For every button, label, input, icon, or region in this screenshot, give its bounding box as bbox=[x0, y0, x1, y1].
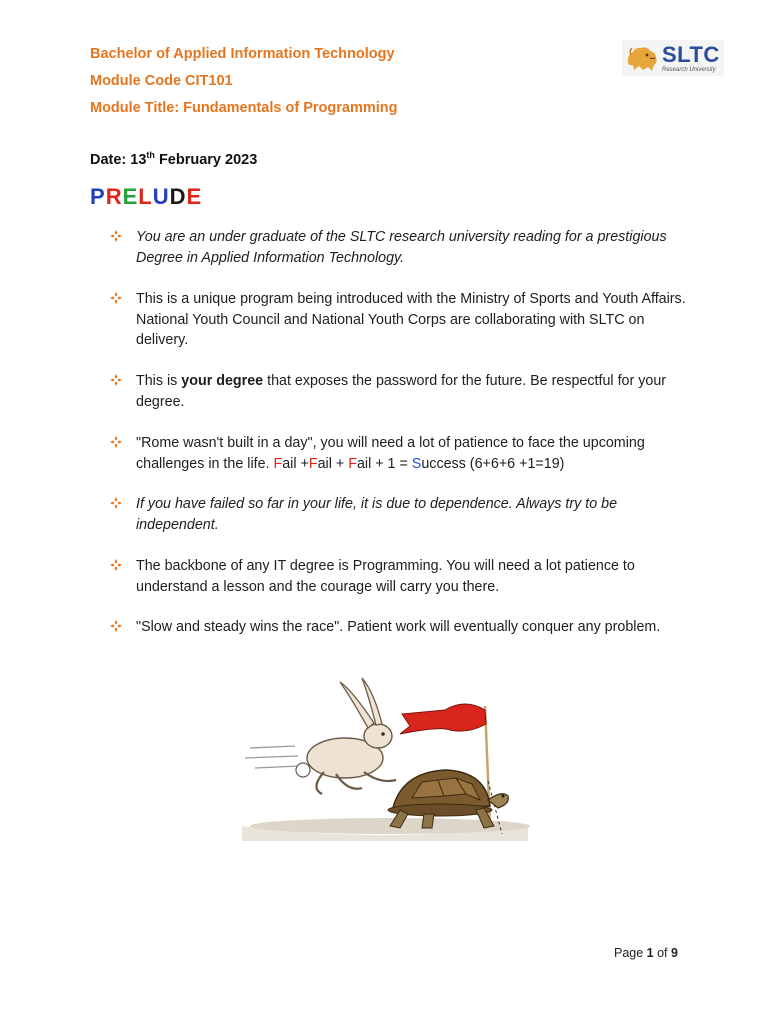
bullet-item bbox=[110, 556, 700, 597]
bullet-text: You are an under graduate of the SLTC research university reading for a prestigious Degree in Applied Information Technology. bbox=[136, 229, 667, 266]
of-label: of bbox=[653, 946, 671, 960]
bullet-text-part: uccess (6+6+6 +1=19) bbox=[421, 455, 565, 472]
page-label: Page bbox=[614, 946, 647, 960]
module-title: Module Title: Fundamentals of Programming bbox=[90, 100, 398, 116]
bullet-text: If you have failed so far in your life, it is due to dependence. Always try to be independent. bbox=[136, 496, 618, 533]
bullet-text-part: ail + bbox=[317, 455, 349, 472]
bullet-item bbox=[110, 617, 700, 638]
bullet-text bbox=[136, 433, 700, 474]
diamond-bullet-icon bbox=[110, 620, 122, 632]
date-prefix: Date: 13 bbox=[90, 152, 147, 168]
bullet-text: This is a unique program being introduced with the Ministry of Sports and Youth Affairs. National Youth Council and National Youth Corps are collaborating with SLTC on delivery. bbox=[136, 291, 686, 348]
bullet-text bbox=[136, 371, 700, 412]
date-superscript: th bbox=[146, 150, 155, 160]
sltc-logo bbox=[622, 40, 724, 76]
diamond-bullet-icon bbox=[110, 436, 122, 448]
prelude-letter: D bbox=[169, 184, 187, 209]
prelude-letter: E bbox=[122, 184, 139, 209]
bullet-text-part: that exposes the password for the future. Be respectful for your degree. bbox=[136, 373, 667, 410]
lion-logo-icon bbox=[625, 43, 659, 73]
prelude-letter: R bbox=[105, 184, 123, 209]
logo-wordmark: SLTC bbox=[662, 41, 720, 67]
bullet-text-part: ail + 1 = bbox=[356, 455, 412, 472]
date-suffix: February 2023 bbox=[154, 152, 258, 168]
prelude-letter: L bbox=[138, 184, 153, 209]
diamond-bullet-icon bbox=[110, 230, 122, 242]
fail-letter: F bbox=[348, 455, 357, 472]
page-number: 1 bbox=[646, 946, 654, 960]
page-total: 9 bbox=[671, 946, 678, 960]
bullet-item bbox=[110, 289, 700, 351]
logo-subtitle: Research University bbox=[662, 66, 716, 73]
bullet-text: "Slow and steady wins the race". Patient work will eventually conquer any problem. bbox=[136, 619, 661, 635]
bullet-item bbox=[110, 371, 700, 412]
success-letter: S bbox=[411, 455, 422, 472]
prelude-letter: U bbox=[152, 184, 170, 209]
program-title: Bachelor of Applied Information Technology bbox=[90, 46, 395, 62]
prelude-heading bbox=[90, 184, 202, 210]
date-line bbox=[90, 152, 257, 168]
hare-and-tortoise-race-image bbox=[240, 676, 530, 841]
diamond-bullet-icon bbox=[110, 292, 122, 304]
bullet-text-part: This is bbox=[136, 373, 182, 389]
bullet-item bbox=[110, 433, 700, 474]
bullet-text: The backbone of any IT degree is Programming. You will need a lot patience to understand a lesson and the courage will carry you there. bbox=[136, 558, 635, 595]
diamond-bullet-icon bbox=[110, 497, 122, 509]
bullet-emphasis: your degree bbox=[181, 373, 264, 389]
bullet-text-part: ail + bbox=[282, 455, 309, 472]
prelude-letter: P bbox=[90, 184, 106, 209]
diamond-bullet-icon bbox=[110, 374, 122, 386]
bullet-item bbox=[110, 494, 700, 535]
bullet-text-part: "Rome wasn't built in a day", you will need a lot of patience to face the upcoming challenges in the life. bbox=[136, 435, 645, 472]
diamond-bullet-icon bbox=[110, 559, 122, 571]
page-footer bbox=[614, 946, 678, 960]
prelude-letter: E bbox=[186, 184, 203, 209]
bullet-item bbox=[110, 227, 700, 268]
fail-letter: F bbox=[308, 455, 318, 472]
module-code: Module Code CIT101 bbox=[90, 73, 233, 89]
fail-letter: F bbox=[273, 455, 283, 472]
